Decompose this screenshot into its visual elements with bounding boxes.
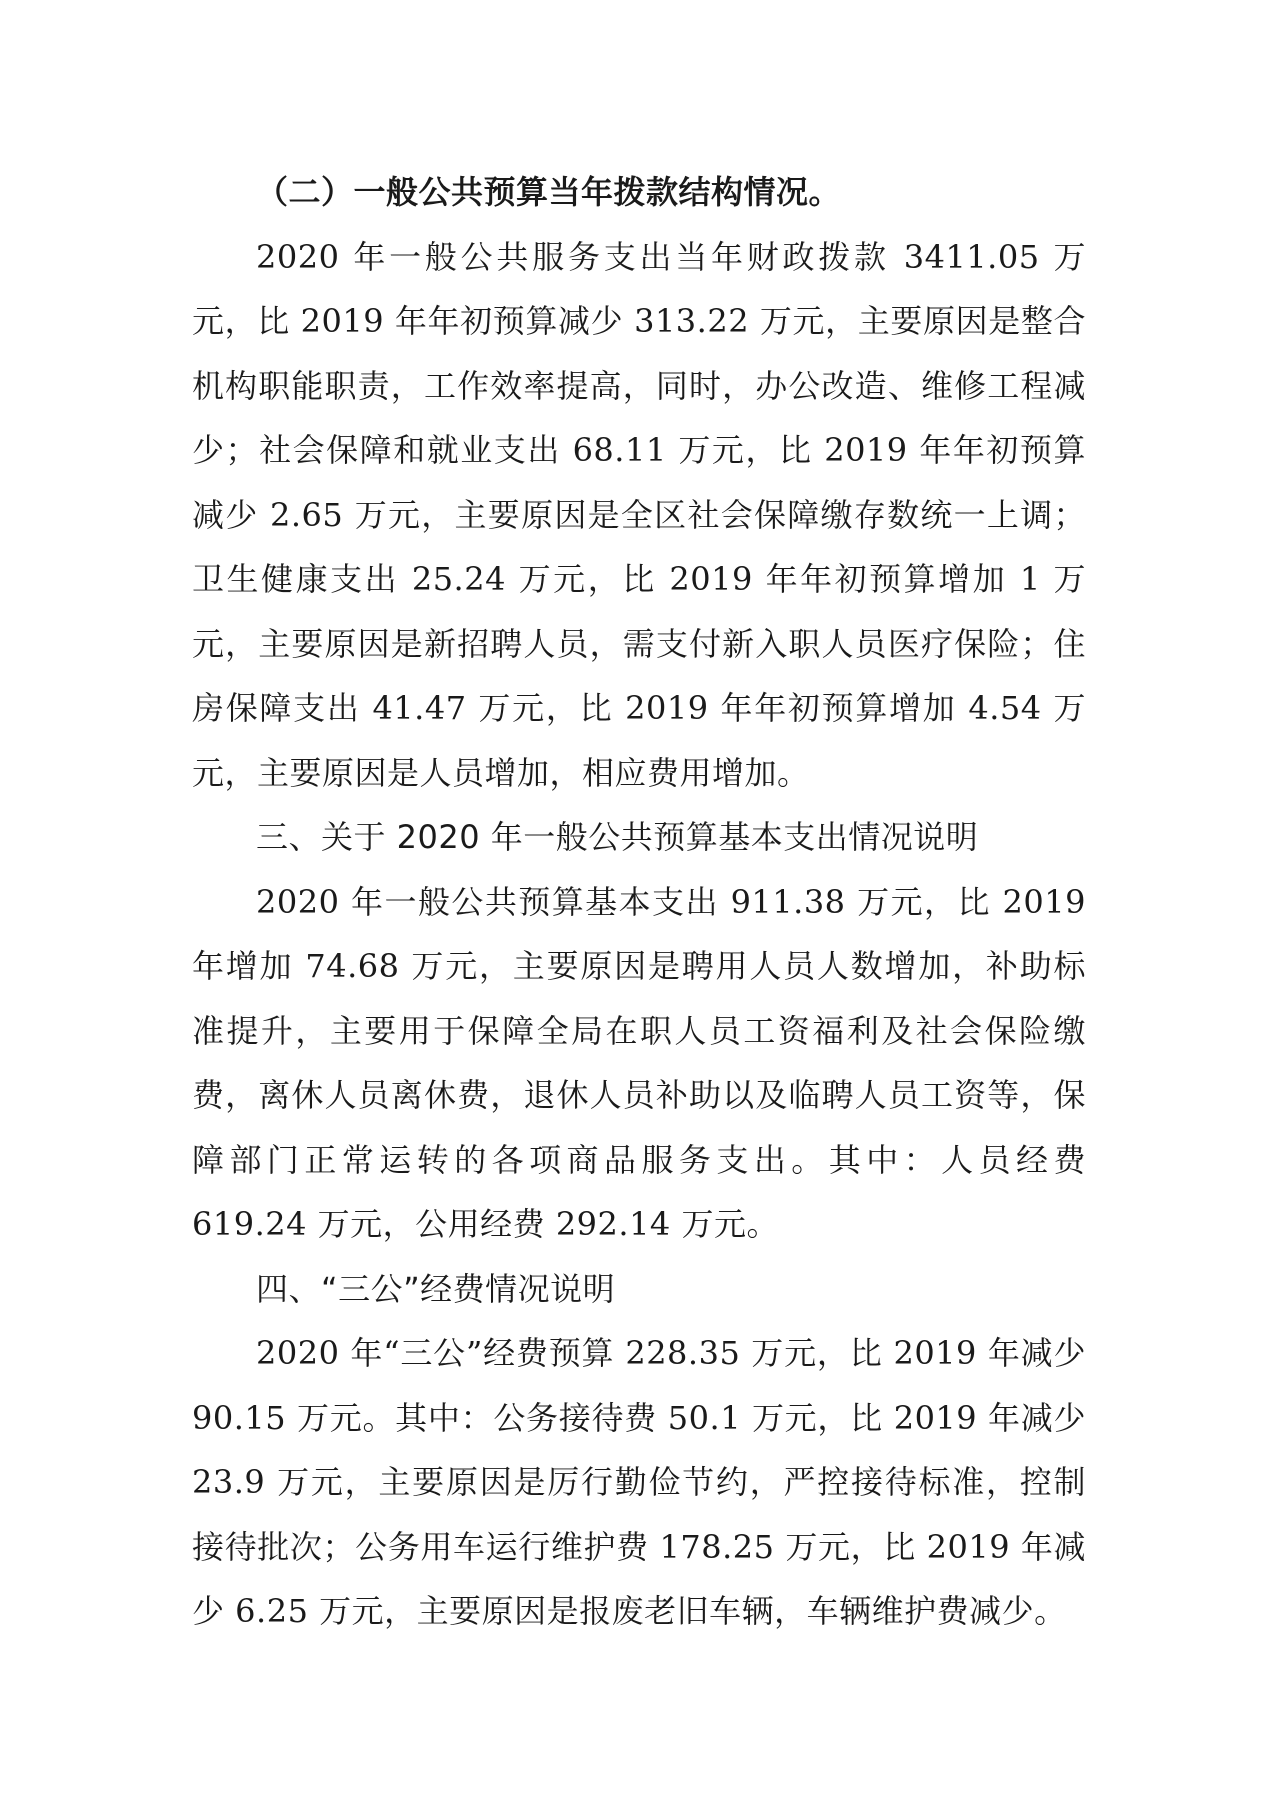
paragraph-three-public: 2020 年“三公”经费预算 228.35 万元，比 2019 年减少 90.15 万元。其中：公务接待费 50.1 万元，比 2019 年减少 23.9 万元，主要原因是厉行勤俭节约，严控接待标准，控制接待批次；公务用车运行维护费 178.25 万元，比 2019 年减少 6.25 万元，主要原因是报废老旧车辆，车辆维护费减少。 (192, 1334, 1086, 1630)
section-heading-allocation-structure: （二）一般公共预算当年拨款结构情况。 (256, 173, 842, 211)
document-body (192, 160, 1086, 1644)
section-heading-basic-expenditure: 三、关于 2020 年一般公共预算基本支出情况说明 (256, 818, 979, 856)
section-heading-three-public: 四、“三公”经费情况说明 (256, 1269, 616, 1308)
paragraph-basic-expenditure: 2020 年一般公共预算基本支出 911.38 万元，比 2019 年增加 74.68 万元，主要原因是聘用人员人数增加，补助标准提升，主要用于保障全局在职人员工资福利及社会保险缴费，离休人员离休费，退休人员补助以及临聘人员工资等，保障部门正常运转的各项商品服务支出。其中：人员经费 619.24 万元，公用经费 292.14 万元。 (192, 882, 1086, 1243)
paragraph-allocation-details: 2020 年一般公共服务支出当年财政拨款 3411.05 万元，比 2019 年年初预算减少 313.22 万元，主要原因是整合机构职能职责，工作效率提高，同时，办公改造、维修工程减少；社会保障和就业支出 68.11 万元，比 2019 年年初预算减少 2.65 万元，主要原因是全区社会保障缴存数统一上调；卫生健康支出 25.24 万元，比 2019 年年初预算增加 1 万元，主要原因是新招聘人员，需支付新入职人员医疗保险；住房保障支出 41.47 万元，比 2019 年年初预算增加 4.54 万元，主要原因是人员增加，相应费用增加。 (192, 237, 1086, 792)
